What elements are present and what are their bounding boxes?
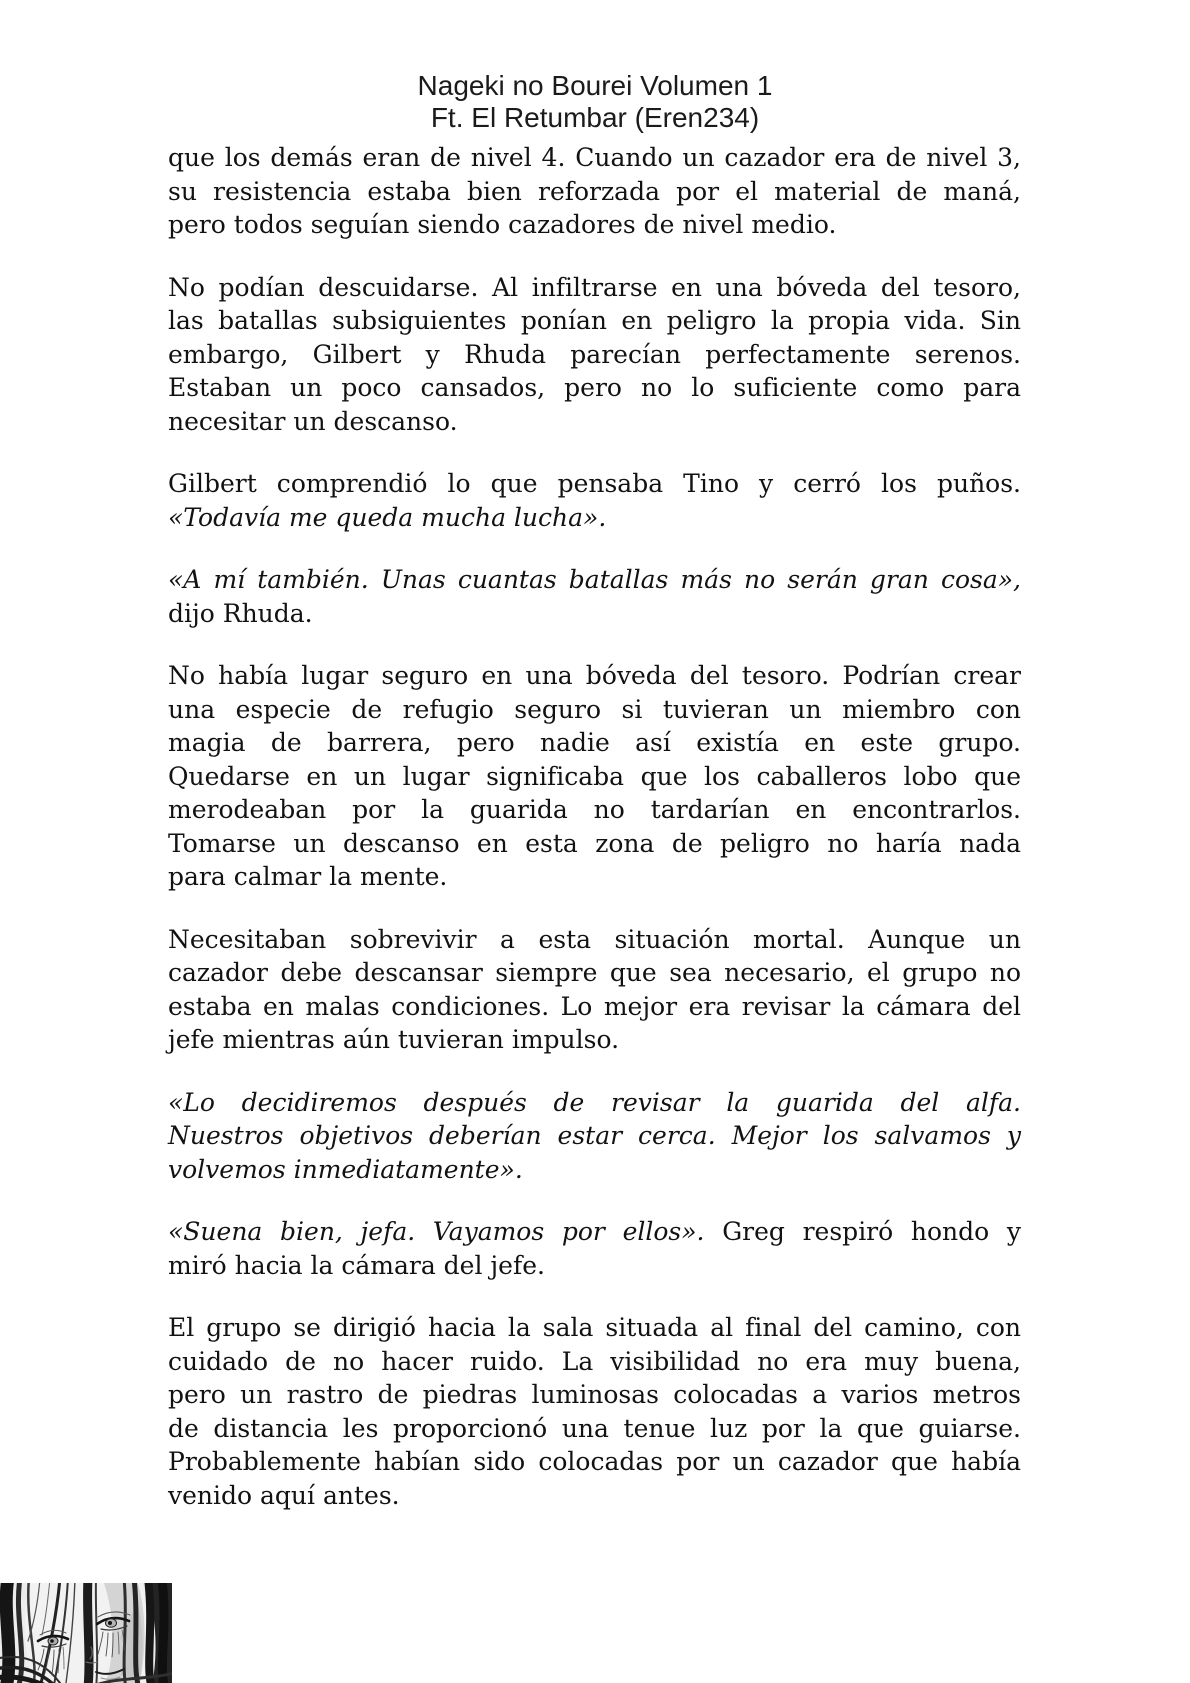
narrative-text: Necesitaban sobrevivir a esta situación mortal. Aunque un [168, 924, 1021, 954]
text-line [168, 467, 1021, 501]
narrative-text: No había lugar seguro en una bóveda del tesoro. Podrían crear [168, 661, 1021, 690]
narrative-text: Estaban un poco cansados, pero no lo suficiente como para [168, 373, 1021, 402]
text-line [168, 175, 1021, 209]
narrative-text: de distancia les proporcionó una tenue luz por la que guiarse. [168, 1413, 1021, 1443]
narrative-text: estaba en malas condiciones. Lo mejor era revisar la cámara del [168, 991, 1021, 1021]
text-line [168, 1153, 1021, 1187]
paragraph [168, 923, 1021, 1057]
narrative-text: Tomarse un descanso en esta zona de peligro no haría nada [168, 828, 1021, 858]
narrative-text: para calmar la mente. [168, 862, 448, 891]
text-line [168, 371, 1021, 405]
text-line [168, 726, 1021, 760]
narrative-text: merodeaban por la guarida no tardarían en encontrarlos. [168, 795, 1021, 824]
narrative-text: magia de barrera, pero nadie así existía en este grupo. [168, 728, 1021, 757]
text-line [168, 1249, 1021, 1283]
text-line [168, 1345, 1021, 1379]
text-line [168, 827, 1021, 861]
paragraph [168, 1311, 1021, 1512]
text-line [168, 597, 1021, 631]
narrative-text: que los demás eran de nivel 4. Cuando un cazador era de nivel 3, [168, 143, 1021, 172]
text-line [168, 1445, 1021, 1479]
narrative-text: embargo, Gilbert y Rhuda parecían perfectamente serenos. [168, 339, 1021, 369]
text-line [168, 405, 1021, 439]
narrative-text: una especie de refugio seguro si tuvieran un miembro con [168, 694, 1021, 724]
text-line [168, 563, 1021, 597]
text-line [168, 1378, 1021, 1412]
narrative-text: las batallas subsiguientes ponían en peligro la propia vida. Sin [168, 306, 1021, 335]
dialogue-italic-text: «Lo decidiremos después de revisar la guarida del alfa. [168, 1087, 1021, 1117]
paragraph [168, 563, 1021, 630]
text-line [168, 271, 1021, 305]
text-line [168, 1023, 1021, 1057]
narrative-text: cazador debe descansar siempre que sea necesario, el grupo no [168, 958, 1021, 987]
dialogue-italic-text: «Todavía me queda mucha lucha». [168, 502, 607, 532]
text-line [168, 1479, 1021, 1513]
paragraph [168, 659, 1021, 894]
narrative-text: Quedarse en un lugar significaba que los caballeros lobo que [168, 761, 1021, 791]
text-line [168, 659, 1021, 693]
dialogue-italic-text: Nuestros objetivos deberían estar cerca. Mejor los salvamos y [168, 1121, 1021, 1150]
paragraph [168, 271, 1021, 439]
narrative-text: dijo Rhuda. [168, 598, 313, 628]
narrative-text: necesitar un descanso. [168, 406, 458, 436]
text-line [168, 1311, 1021, 1345]
narrative-text: miró hacia la cámara del jefe. [168, 1250, 545, 1280]
text-line [168, 956, 1021, 990]
page-header [0, 70, 1190, 134]
manga-face-illustration [0, 1583, 172, 1683]
paragraph [168, 467, 1021, 534]
text-line [168, 860, 1021, 894]
text-line [168, 338, 1021, 372]
narrative-text: Gilbert comprendió lo que pensaba Tino y cerró los puños. [168, 469, 1021, 498]
text-line [168, 793, 1021, 827]
paragraph [168, 1215, 1021, 1282]
text-line [168, 760, 1021, 794]
dialogue-italic-text: «A mí también. Unas cuantas batallas más no serán gran cosa», [168, 565, 1021, 594]
narrative-text: Probablemente habían sido colocadas por un cazador que había [168, 1447, 1021, 1476]
text-line [168, 990, 1021, 1024]
narrative-text: No podían descuidarse. Al infiltrarse en una bóveda del tesoro, [168, 272, 1021, 302]
text-line [168, 208, 1021, 242]
narrative-text: pero todos seguían siendo cazadores de nivel medio. [168, 210, 837, 239]
text-line [168, 923, 1021, 957]
narrative-text: pero un rastro de piedras luminosas colocadas a varios metros [168, 1380, 1021, 1409]
body-text [168, 141, 1021, 1512]
text-line [168, 1215, 1021, 1249]
dialogue-italic-text: volvemos inmediatamente». [168, 1154, 523, 1184]
text-line [168, 1086, 1021, 1120]
narrative-text: su resistencia estaba bien reforzada por el material de maná, [168, 176, 1021, 206]
narrative-text: jefe mientras aún tuvieran impulso. [168, 1025, 620, 1054]
text-line [168, 141, 1021, 175]
text-line [168, 501, 1021, 535]
text-line [168, 1119, 1021, 1153]
text-line [168, 693, 1021, 727]
dialogue-italic-text: «Suena bien, jefa. Vayamos por ellos». [168, 1217, 705, 1246]
paragraph [168, 141, 1021, 242]
narrative-text: El grupo se dirigió hacia la sala situada al final del camino, con [168, 1313, 1021, 1342]
document-title: Nageki no Bourei Volumen 1 [417, 70, 773, 101]
narrative-text: cuidado de no hacer ruido. La visibilidad no era muy buena, [168, 1346, 1021, 1376]
narrative-text: Greg respiró hondo y [704, 1217, 1022, 1246]
narrative-text: venido aquí antes. [168, 1480, 400, 1510]
document-subtitle: Ft. El Retumbar (Eren234) [430, 102, 760, 133]
paragraph [168, 1086, 1021, 1187]
text-line [168, 304, 1021, 338]
text-line [168, 1412, 1021, 1446]
